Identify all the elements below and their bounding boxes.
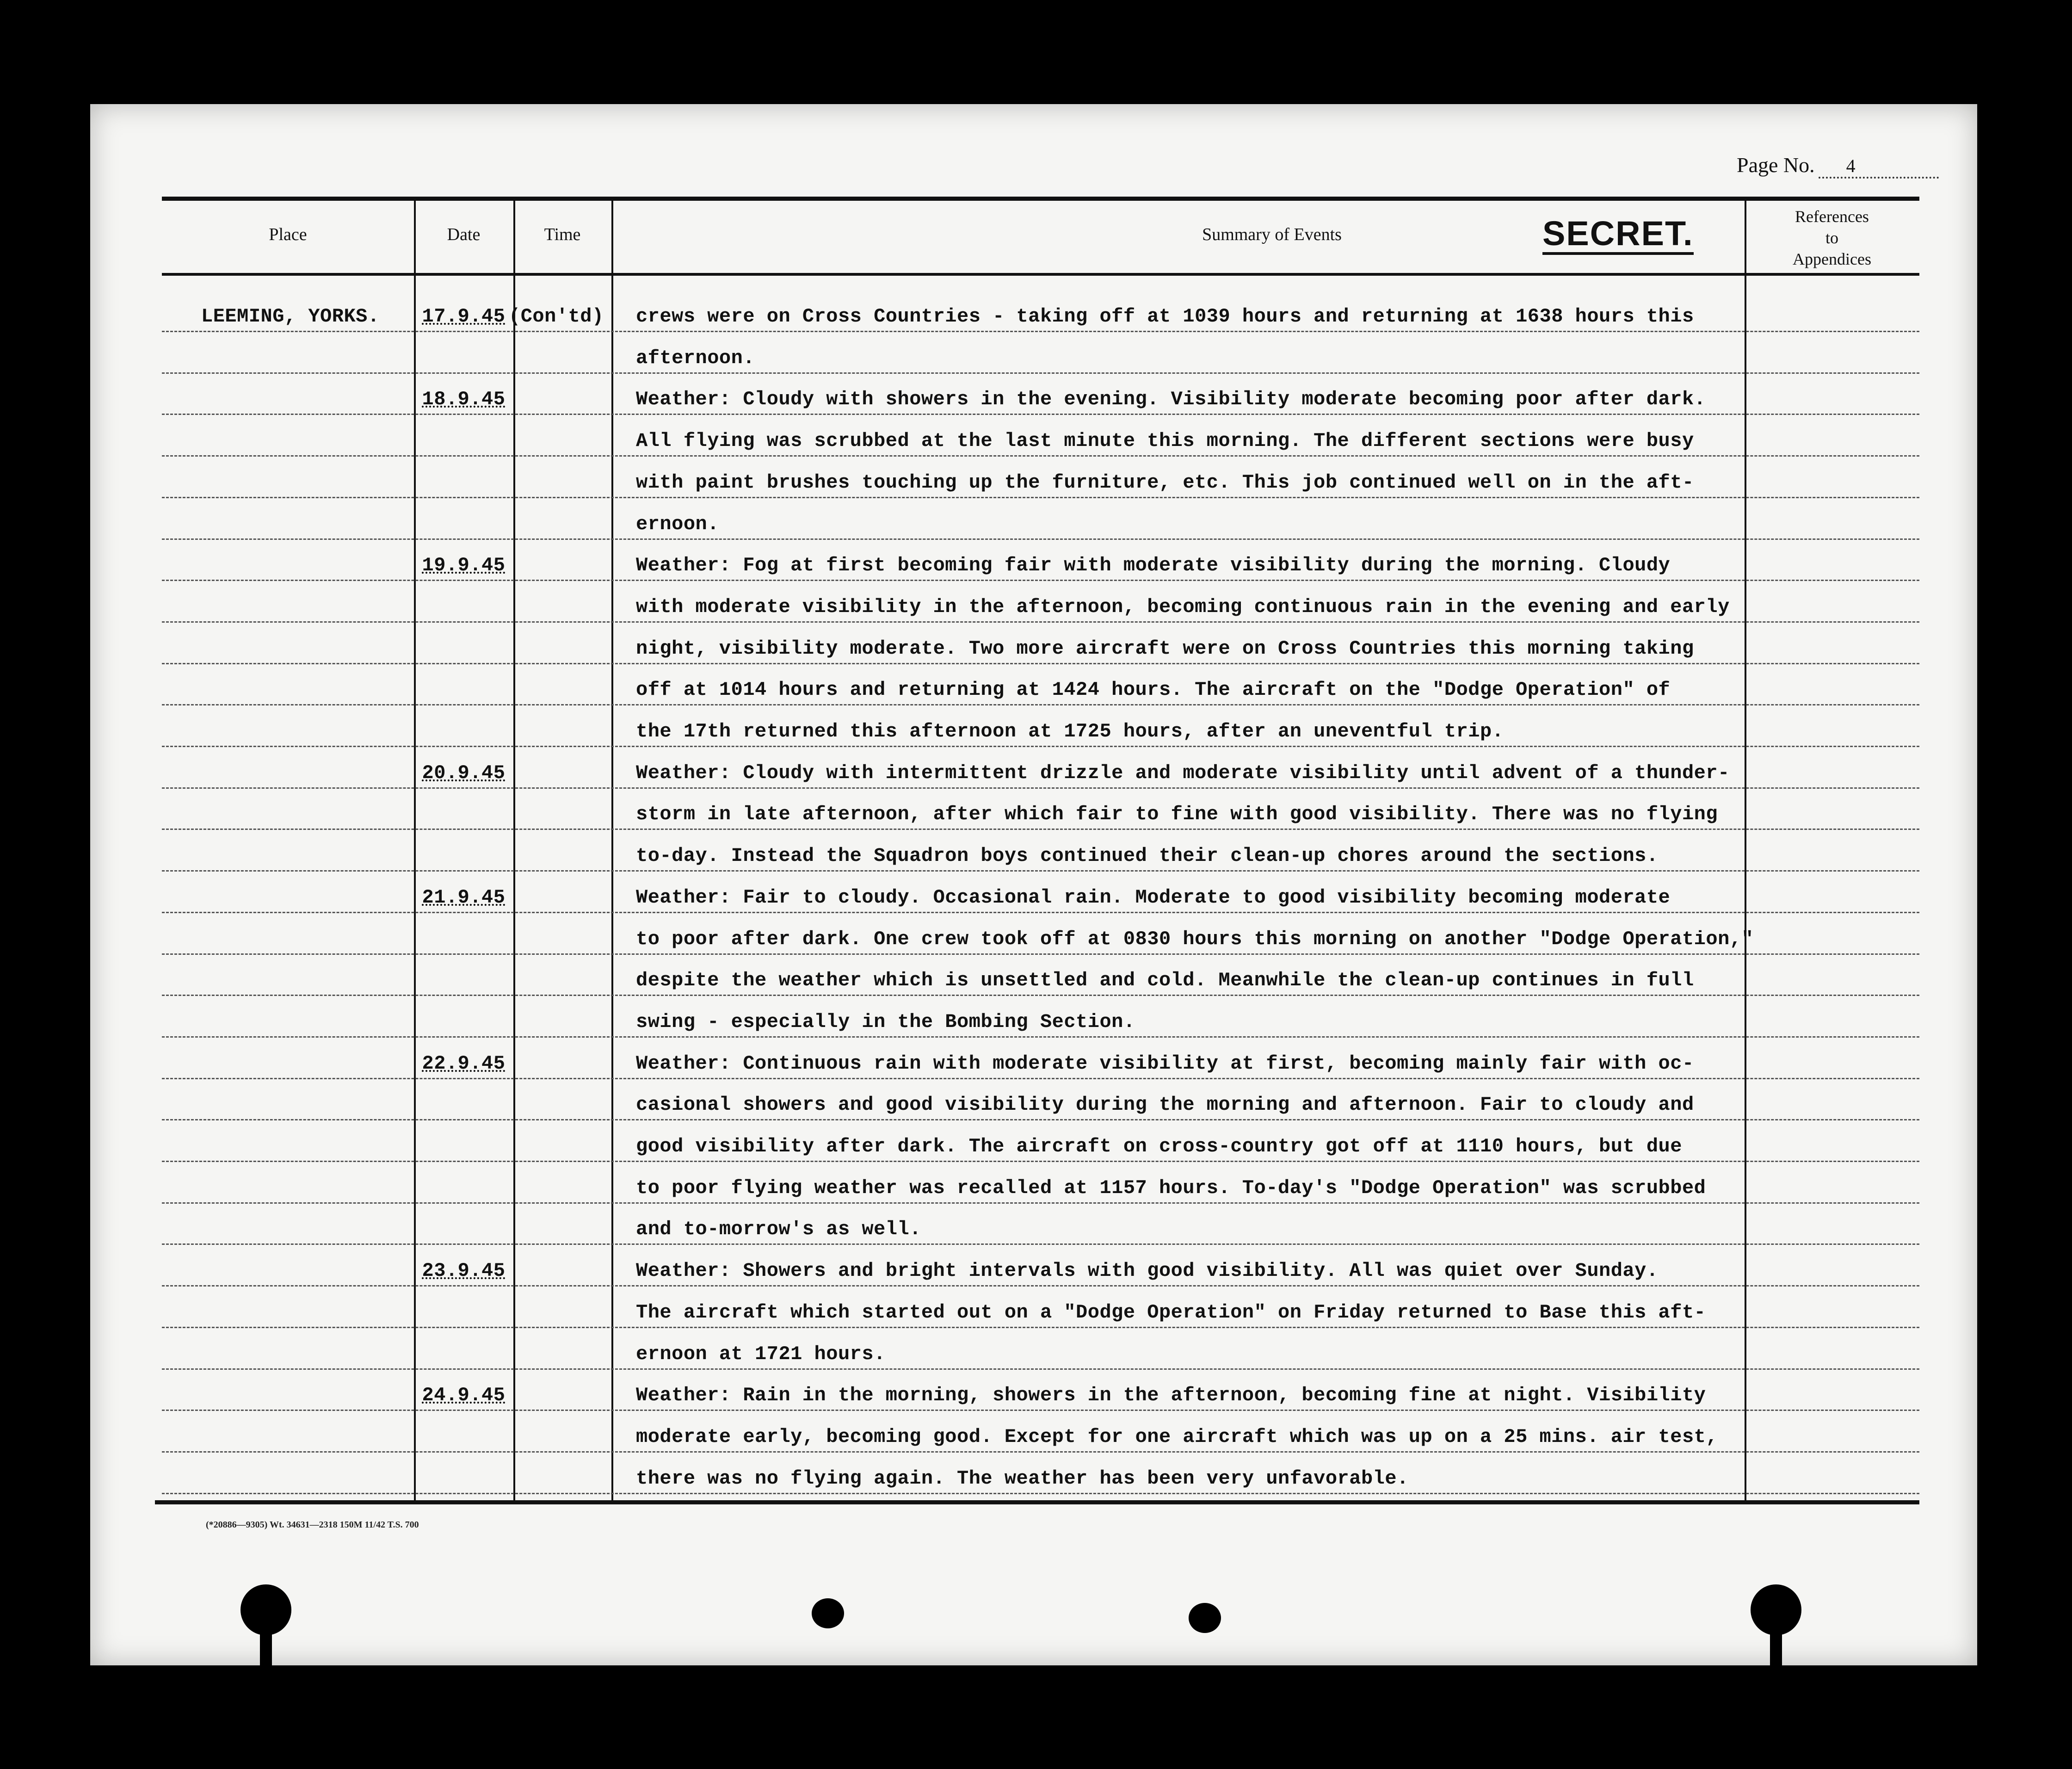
summary-line: Weather: Showers and bright intervals with good visibility. All was quiet over Sunday. [636,1260,1659,1282]
ruled-line [162,704,1919,705]
summary-line: with paint brushes touching up the furniture, etc. This job continued well on in the aft- [636,471,1694,494]
date-cell: 24.9.45 [422,1384,506,1406]
ruled-line [162,538,1919,540]
header-references-line: to [1825,229,1838,247]
summary-line: and to-morrow's as well. [636,1218,921,1240]
summary-line: Weather: Cloudy with intermittent drizzle and moderate visibility until advent of a thunder- [636,762,1730,784]
date-cell: 18.9.45 [422,388,506,410]
header-references-line: References [1795,207,1869,226]
ruled-line [162,1410,1919,1411]
date-cell: 23.9.45 [422,1260,506,1282]
header-references [1745,206,1919,270]
ruled-line [162,580,1919,581]
ruled-line [162,746,1919,747]
header-time: Time [544,225,581,244]
summary-line: Weather: Continuous rain with moderate visibility at first, becoming mainly fair with oc- [636,1052,1694,1075]
ruled-line [162,1493,1919,1494]
ruled-line [162,1285,1919,1287]
ruled-line [162,1202,1919,1204]
date-cell: 21.9.45 [422,886,506,909]
ruled-line [162,1327,1919,1328]
summary-line: the 17th returned this afternoon at 1725 hours, after an uneventful trip. [636,720,1504,742]
summary-line: ernoon at 1721 hours. [636,1343,886,1365]
summary-line: storm in late afternoon, after which fair to fine with good visibility. There was no flying [636,803,1718,825]
ruled-line [162,1036,1919,1038]
binder-hole [1189,1603,1221,1633]
summary-line: crews were on Cross Countries - taking off at 1039 hours and returning at 1638 hours this [636,305,1694,328]
summary-line: good visibility after dark. The aircraft on cross-country got off at 1110 hours, but due [636,1135,1682,1157]
ruled-line [162,995,1919,996]
binder-hole [812,1598,844,1628]
ruled-line [162,455,1919,457]
summary-line: casional showers and good visibility during the morning and afternoon. Fair to cloudy and [636,1094,1694,1116]
summary-line: Weather: Fair to cloudy. Occasional rain. Moderate to good visibility becoming moderate [636,886,1671,909]
ruled-line [162,912,1919,913]
form-print-code: (*20886—9305) Wt. 34631—2318 150M 11/42 T.S. 700 [206,1520,419,1530]
binder-notch [1770,1628,1782,1665]
ruled-line [162,331,1919,332]
summary-line: to-day. Instead the Squadron boys continued their clean-up chores around the sections. [636,845,1659,867]
form-bottom-rule [155,1500,1919,1504]
summary-line: Weather: Rain in the morning, showers in the afternoon, becoming fine at night. Visibility [636,1384,1706,1406]
page-number [1737,153,1939,179]
summary-line: to poor after dark. One crew took off at 0830 hours this morning on another "Dodge Operation," [636,928,1754,950]
summary-line: moderate early, becoming good. Except for one aircraft which was up on a 25 mins. air test, [636,1426,1718,1448]
ruled-line [162,870,1919,872]
column-divider [1745,197,1746,1503]
header-place: Place [269,225,307,244]
date-cell: 17.9.45 [422,305,506,328]
secret-stamp: SECRET. [1542,215,1694,255]
summary-line: with moderate visibility in the afternoon, becoming continuous rain in the evening and early [636,596,1730,618]
summary-line: despite the weather which is unsettled and cold. Meanwhile the clean-up continues in full [636,969,1694,991]
column-divider [611,197,613,1503]
summary-line: swing - especially in the Bombing Section. [636,1011,1135,1033]
page-number-label: Page No. [1737,153,1815,177]
column-divider [513,197,515,1503]
summary-line: afternoon. [636,347,755,369]
summary-line: night, visibility moderate. Two more aircraft were on Cross Countries this morning taking [636,637,1694,660]
header-summary: Summary of Events [1202,225,1342,244]
ruled-line [162,663,1919,664]
header-top-rule [162,197,1919,201]
ruled-line [162,787,1919,789]
summary-line: All flying was scrubbed at the last minute this morning. The different sections were busy [636,430,1694,452]
summary-line: Weather: Cloudy with showers in the evening. Visibility moderate becoming poor after dark. [636,388,1706,410]
ruled-line [162,621,1919,623]
ruled-line [162,1451,1919,1453]
summary-line: ernoon. [636,513,719,535]
ruled-line [162,829,1919,830]
time-cell: (Con'td) [509,305,604,328]
ruled-line [162,414,1919,415]
ruled-line [162,1119,1919,1120]
ruled-line [162,1078,1919,1079]
place-cell: LEEMING, YORKS. [201,305,380,328]
header-date: Date [447,225,481,244]
ruled-line [162,1161,1919,1162]
binder-hole [240,1584,291,1635]
ruled-line [162,497,1919,498]
ruled-line [162,372,1919,374]
date-cell: 20.9.45 [422,762,506,784]
summary-line: off at 1014 hours and returning at 1424 hours. The aircraft on the "Dodge Operation" of [636,679,1671,701]
operations-record-form [162,197,1919,1503]
date-cell: 22.9.45 [422,1052,506,1075]
summary-line: The aircraft which started out on a "Dodge Operation" on Friday returned to Base this aft- [636,1301,1706,1324]
binder-notch [260,1628,272,1665]
ruled-line [162,1243,1919,1245]
binder-hole [1751,1584,1801,1635]
page-number-value: 4 [1819,155,1939,179]
date-cell: 19.9.45 [422,554,506,576]
ruled-line [162,953,1919,955]
ruled-line [162,1368,1919,1370]
summary-line: Weather: Fog at first becoming fair with moderate visibility during the morning. Cloudy [636,554,1671,576]
summary-line: there was no flying again. The weather has been very unfavorable. [636,1467,1409,1490]
header-references-line: Appendices [1793,250,1871,268]
summary-line: to poor flying weather was recalled at 1157 hours. To-day's "Dodge Operation" was scrubbed [636,1177,1706,1199]
header-bottom-rule [162,273,1919,276]
